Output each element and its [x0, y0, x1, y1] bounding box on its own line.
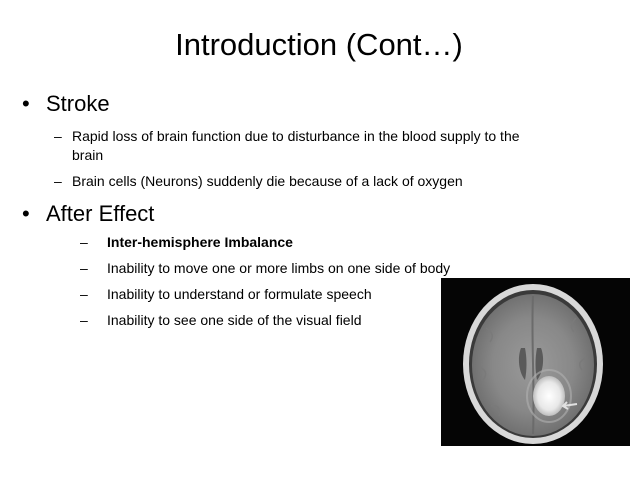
sub-bullet-text: Inability to understand or formulate speech — [107, 286, 372, 302]
sub-bullet-text: Rapid loss of brain function due to disturbance in the blood supply to the — [72, 128, 520, 144]
ct-scan-illustration — [441, 278, 630, 446]
bullet-icon: • — [22, 91, 30, 116]
dash-icon: – — [80, 312, 88, 328]
bullet-icon: • — [22, 201, 30, 226]
bullet-heading-stroke: Stroke — [46, 91, 110, 116]
ct-scan-image — [441, 278, 630, 446]
sub-bullet-text-cont: brain — [72, 147, 104, 163]
dash-icon: – — [80, 234, 88, 250]
dash-icon: – — [54, 128, 62, 144]
sub-bullet-text: Inability to move one or more limbs on one side of body — [107, 260, 451, 276]
bullet-heading-after-effect: After Effect — [46, 201, 155, 226]
dash-icon: – — [80, 260, 88, 276]
hemorrhage-lesion — [533, 376, 565, 416]
dash-icon: – — [54, 173, 62, 189]
sub-bullet-text: Brain cells (Neurons) suddenly die because of a lack of oxygen — [72, 173, 463, 189]
sub-bullet-text: Inability to see one side of the visual field — [107, 312, 362, 328]
slide-title: Introduction (Cont…) — [175, 27, 463, 62]
dash-icon: – — [80, 286, 88, 302]
sub-bullet-text-bold: Inter-hemisphere Imbalance — [107, 234, 293, 250]
